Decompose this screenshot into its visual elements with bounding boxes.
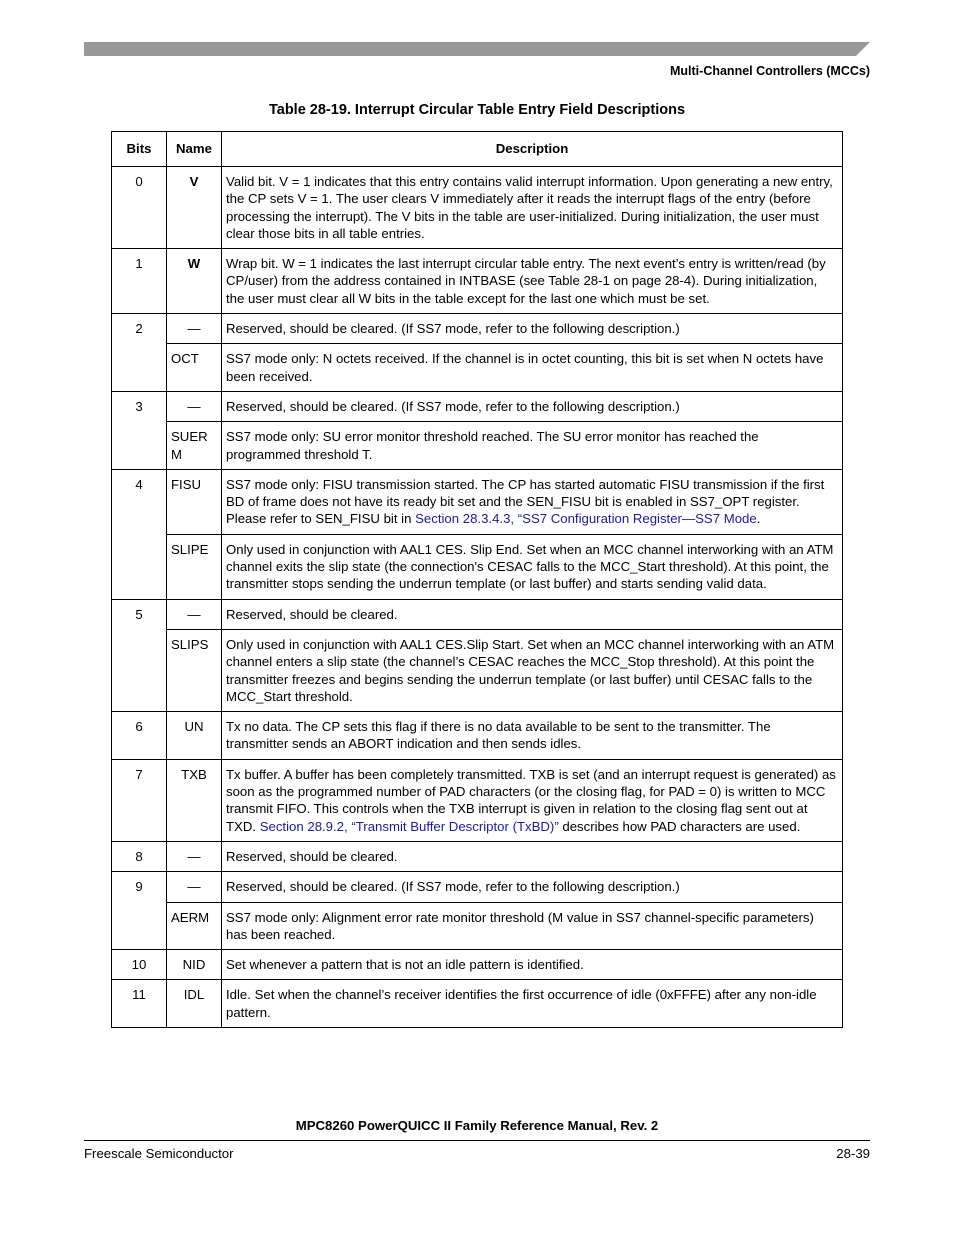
name-cell: — [167, 314, 222, 344]
description-cell: Reserved, should be cleared. (If SS7 mode, refer to the following description.) [222, 872, 843, 902]
table-row [112, 167, 843, 249]
description-text: Tx buffer. A buffer has been completely transmitted. TXB is set (and an interrupt request is generated) as soon as the programmed number of PAD characters (or the closing flag, for PAD = 0) is written to MCC transmit FIFO. This controls when the TXB interrupt is given in relation to the closing flag sent out at TXD. [226, 766, 836, 834]
description-cell [222, 759, 843, 841]
description-cell: Reserved, should be cleared. (If SS7 mode, refer to the following description.) [222, 391, 843, 421]
name-cell: FISU [167, 469, 222, 534]
header-bar [84, 42, 870, 56]
table-row [112, 344, 843, 392]
name-cell: V [167, 167, 222, 249]
name-cell: SLIPS [167, 629, 222, 711]
description-cell: Only used in conjunction with AAL1 CES.Slip Start. Set when an MCC channel interworking with an ATM channel enters a slip state (the channel’s CESAC reaches the MCC_Stop threshold). At this point the transmitter freezes and begins sending the underrun template (or last buffer) until CESAC falls to the MCC_Start threshold. [222, 629, 843, 711]
bits-cell: 11 [112, 980, 167, 1028]
bits-cell: 4 [112, 469, 167, 599]
name-cell: — [167, 599, 222, 629]
bits-cell: 10 [112, 950, 167, 980]
footer-divider [84, 1140, 870, 1141]
description-cell: Reserved, should be cleared. [222, 599, 843, 629]
table-row [112, 249, 843, 314]
column-header-name: Name [167, 132, 222, 167]
column-header-bits: Bits [112, 132, 167, 167]
bits-cell: 8 [112, 841, 167, 871]
description-cell: Valid bit. V = 1 indicates that this entry contains valid interrupt information. Upon generating a new entry, the CP sets V = 1. The user clears V immediately after it reads the interrupt flags of the entry (before processing the interrupt). The V bits in the table are user-initialized. During initialization, the user must clear those bits in all table entries. [222, 167, 843, 249]
description-cell: SS7 mode only: N octets received. If the channel is in octet counting, this bit is set when N octets have been received. [222, 344, 843, 392]
footer-publisher: Freescale Semiconductor [84, 1146, 234, 1161]
description-text: SS7 mode only: FISU transmission started. The CP has started automatic FISU transmission if the first BD of frame does not have its ready bit set and the SEN_FISU bit is enabled in SS7_OPT register. Please refer to SEN_FISU bit in [226, 476, 825, 527]
name-cell: UN [167, 712, 222, 760]
table-title: Table 28-19. Interrupt Circular Table Entry Field Descriptions [268, 102, 686, 118]
description-cell: Reserved, should be cleared. [222, 841, 843, 871]
bits-cell: 2 [112, 314, 167, 392]
description-tail: . [756, 511, 761, 527]
description-tail: describes how PAD characters are used. [558, 818, 801, 834]
name-cell: AERM [167, 902, 222, 950]
table-row [112, 902, 843, 950]
description-cell: Reserved, should be cleared. (If SS7 mode, refer to the following description.) [222, 314, 843, 344]
bits-cell: 7 [112, 759, 167, 841]
bits-cell: 3 [112, 391, 167, 469]
description-cell: Idle. Set when the channel’s receiver identifies the first occurrence of idle (0xFFFE) after any non-idle pattern. [222, 980, 843, 1028]
bits-cell: 9 [112, 872, 167, 950]
name-cell: — [167, 841, 222, 871]
name-cell: — [167, 872, 222, 902]
name-cell: SUER M [167, 422, 222, 470]
footer-title: MPC8260 PowerQUICC II Family Reference Manual, Rev. 2 [295, 1118, 659, 1133]
name-cell: IDL [167, 980, 222, 1028]
cross-reference-link[interactable]: Section 28.9.2, “Transmit Buffer Descriptor (TxBD)” [259, 818, 559, 834]
table-row [112, 872, 843, 902]
section-header: Multi-Channel Controllers (MCCs) [670, 64, 870, 78]
table-row [112, 712, 843, 760]
field-descriptions-table [111, 131, 843, 1028]
name-cell: SLIPE [167, 534, 222, 599]
table-row [112, 391, 843, 421]
name-cell: OCT [167, 344, 222, 392]
name-cell: W [167, 249, 222, 314]
name-cell: — [167, 391, 222, 421]
table-row [112, 980, 843, 1028]
table-row [112, 422, 843, 470]
table-row [112, 534, 843, 599]
bits-cell: 1 [112, 249, 167, 314]
description-cell: Set whenever a pattern that is not an idle pattern is identified. [222, 950, 843, 980]
name-cell: TXB [167, 759, 222, 841]
column-header-description: Description [222, 132, 843, 167]
bits-cell: 5 [112, 599, 167, 711]
description-cell: Wrap bit. W = 1 indicates the last interrupt circular table entry. The next event’s entry is written/read (by CP/user) from the address contained in INTBASE (see Table 28-1 on page 28-4). During initialization, the user must clear all W bits in the table except for the last one which must be set. [222, 249, 843, 314]
description-cell [222, 469, 843, 534]
name-cell: NID [167, 950, 222, 980]
page-number: 28-39 [836, 1146, 870, 1161]
description-cell: Tx no data. The CP sets this flag if there is no data available to be sent to the transmitter. The transmitter sends an ABORT indication and then sends idles. [222, 712, 843, 760]
bits-cell: 0 [112, 167, 167, 249]
table-row [112, 759, 843, 841]
description-cell: Only used in conjunction with AAL1 CES. Slip End. Set when an MCC channel interworking with an ATM channel exits the slip state (the connection's CESAC falls to the MCC_Start threshold). At this point, the transmitter stops sending the underrun template (or last buffer) and starts sending valid data. [222, 534, 843, 599]
table-row [112, 314, 843, 344]
table-row [112, 599, 843, 629]
table-row [112, 841, 843, 871]
description-cell: SS7 mode only: Alignment error rate monitor threshold (M value in SS7 channel-specific parameters) has been reached. [222, 902, 843, 950]
bits-cell: 6 [112, 712, 167, 760]
table-header-row [112, 132, 843, 167]
table-row [112, 469, 843, 534]
table-row [112, 629, 843, 711]
description-cell: SS7 mode only: SU error monitor threshold reached. The SU error monitor has reached the programmed threshold T. [222, 422, 843, 470]
cross-reference-link[interactable]: Section 28.3.4.3, “SS7 Configuration Register—SS7 Mode [415, 511, 757, 527]
table-row [112, 950, 843, 980]
